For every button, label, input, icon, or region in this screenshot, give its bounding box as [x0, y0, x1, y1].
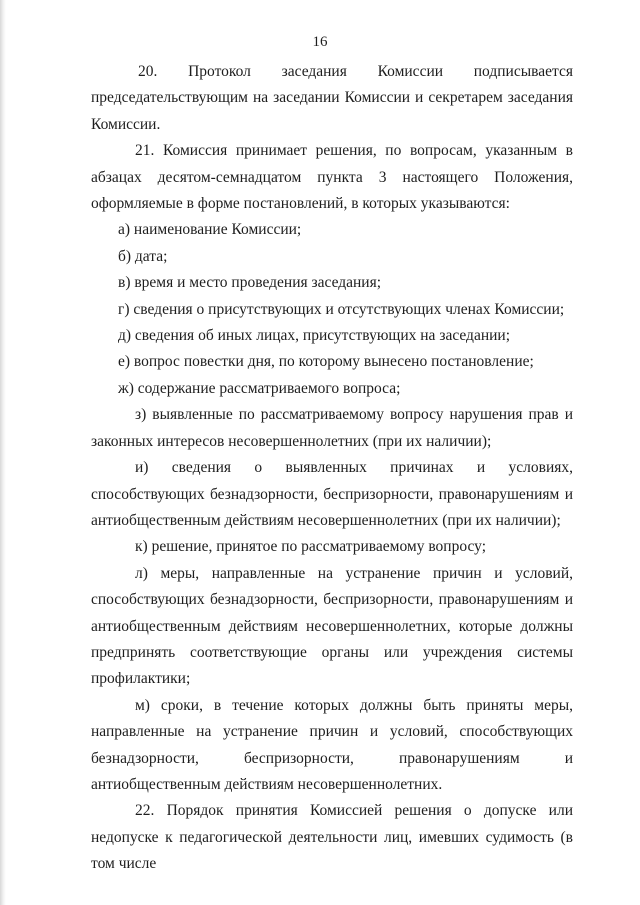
paragraph-21-item-a: а) наименование Комиссии;	[118, 221, 302, 239]
paragraph-21-item-i: и) сведения о выявленных причинах и условиях, способствующих безнадзорности, беспризорности, правонарушениям и антиобщественным действиям несовершеннолетних (при их наличии);	[91, 459, 573, 529]
paragraph-21-intro: 21. Комиссия принимает решения, по вопросам, указанным в абзацах десятом-семнадцатом пункта 3 настоящего Положения, оформляемые в форме постановлений, в которых указываются:	[91, 142, 573, 213]
paragraph-22: 22. Порядок принятия Комиссией решения о допуске или недопуске к педагогической деятельности лиц, имевших судимость (в том числе	[91, 802, 573, 873]
paragraph-21-item-k: к) решение, принятое по рассматриваемому вопросу;	[135, 538, 486, 556]
paragraph-21-item-zh: ж) содержание рассматриваемого вопроса;	[118, 379, 401, 397]
scan-edge-shadow	[0, 0, 6, 905]
paragraph-20-word: Комиссии	[377, 63, 444, 80]
paragraph-20-word: Протокол	[188, 63, 251, 80]
paragraph-21-item-d: д) сведения об иных лицах, присутствующих на заседании;	[118, 327, 511, 345]
page-number: 16	[312, 34, 328, 50]
paragraph-20-first-line	[91, 59, 573, 85]
paragraph-21-item-g: г) сведения о присутствующих и отсутствующих членах Комиссии;	[118, 300, 565, 318]
document-body	[91, 59, 573, 878]
paragraph-21-item-m: м) сроки, в течение которых должны быть приняты меры, направленные на устранение причин и условий, способствующих безнадзорности, беспризорности, правонарушениям и антиобщественным действиям несовершеннолетних.	[91, 696, 573, 793]
paragraph-20	[91, 59, 573, 138]
paragraph-21-item-e: е) вопрос повестки дня, по которому вынесено постановление;	[118, 353, 534, 371]
paragraph-21-item-l: л) меры, направленные на устранение причин и условий, способствующих безнадзорности, беспризорности, правонарушениям и антиобщественным действиям несовершеннолетних, которые должны предпринять соответствующие органы или учреждения системы профилактики;	[91, 564, 573, 688]
paragraph-20-word: подписывается	[473, 63, 573, 80]
paragraph-20-word: 20.	[138, 63, 158, 80]
paragraph-20-rest: председательствующим на заседании Комиссии и секретарем заседания Комиссии.	[91, 89, 573, 133]
paragraph-20-word: заседания	[281, 63, 347, 80]
paragraph-21-item-b: б) дата;	[118, 247, 168, 265]
paragraph-21-item-z: з) выявленные по рассматриваемому вопросу нарушения прав и законных интересов несовершеннолетних (при их наличии);	[91, 406, 573, 450]
paragraph-21-item-v: в) время и место проведения заседания;	[118, 274, 382, 292]
